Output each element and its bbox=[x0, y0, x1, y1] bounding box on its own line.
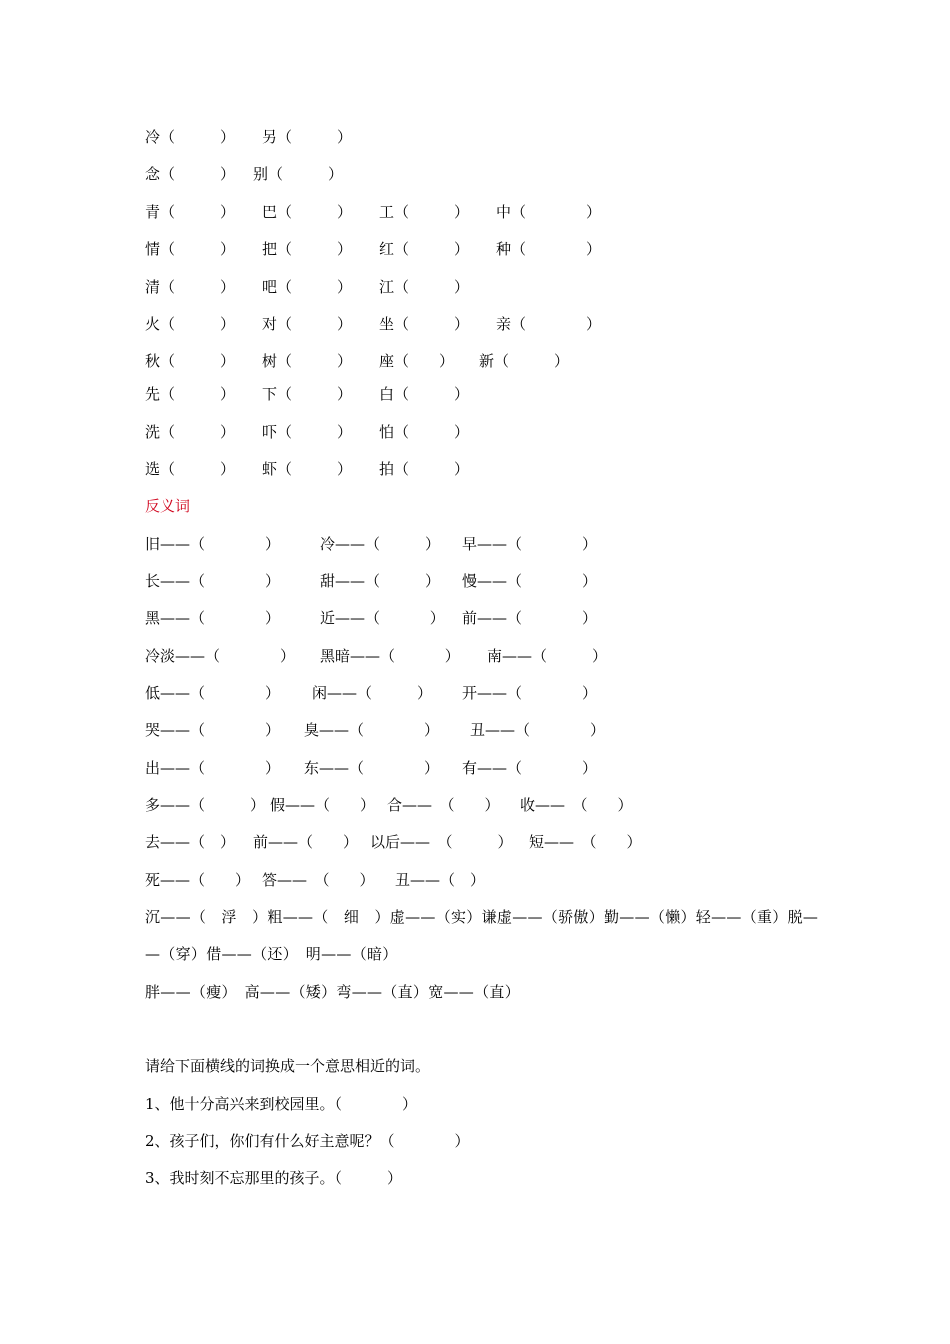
form-word-item: 冷（ ） bbox=[145, 128, 236, 146]
antonym-item: 去——（ ） bbox=[145, 833, 236, 851]
form-word-item: 吓（ ） bbox=[262, 423, 353, 441]
antonym-item: 以后—— （ ） bbox=[370, 833, 513, 851]
form-word-item: 另（ ） bbox=[262, 128, 353, 146]
form-word-item: 江（ ） bbox=[379, 278, 470, 296]
form-word-item: 工（ ） bbox=[379, 203, 470, 221]
form-word-item: 火（ ） bbox=[145, 315, 236, 333]
form-word-item: 洗（ ） bbox=[145, 423, 236, 441]
form-word-item: 坐（ ） bbox=[379, 315, 470, 333]
form-word-item: 新（ ） bbox=[479, 352, 570, 370]
antonym-item: 长——（ ） bbox=[145, 572, 281, 590]
antonym-item: 早——（ ） bbox=[462, 535, 598, 553]
form-word-item: 亲（ ） bbox=[496, 315, 602, 333]
form-word-item: 白（ ） bbox=[379, 385, 470, 403]
form-word-item: 怕（ ） bbox=[379, 423, 470, 441]
antonym-item: 近——（ ） bbox=[320, 609, 445, 627]
form-word-item: 对（ ） bbox=[262, 315, 353, 333]
antonym-item: 低——（ ） bbox=[145, 684, 281, 702]
antonym-item: 死——（ ） bbox=[145, 871, 251, 889]
antonym-item: 开——（ ） bbox=[462, 684, 598, 702]
antonym-item: 闲——（ ） bbox=[312, 684, 433, 702]
antonym-item: 前——（ ） bbox=[462, 609, 598, 627]
antonym-item: 慢——（ ） bbox=[462, 572, 598, 590]
form-word-item: 先（ ） bbox=[145, 385, 236, 403]
form-word-item: 树（ ） bbox=[262, 352, 353, 370]
form-word-item: 秋（ ） bbox=[145, 352, 236, 370]
synonym-item: 1、他十分高兴来到校园里。（ ） bbox=[145, 1095, 418, 1113]
antonym-item: 有——（ ） bbox=[462, 759, 598, 777]
antonym-item: 丑——（ ） bbox=[470, 721, 606, 739]
synonym-instruction: 请给下面横线的词换成一个意思相近的词。 bbox=[145, 1057, 431, 1075]
form-word-item: 清（ ） bbox=[145, 278, 236, 296]
antonym-item: 短—— （ ） bbox=[529, 833, 642, 851]
antonym-filled-line: —（穿）借——（还） 明——（暗） bbox=[145, 945, 398, 963]
antonym-item: 合—— （ ） bbox=[387, 796, 500, 814]
antonym-item: 假——（ ） bbox=[270, 796, 376, 814]
antonym-item: 南——（ ） bbox=[487, 647, 608, 665]
antonym-heading: 反义词 bbox=[145, 497, 191, 515]
antonym-item: 收—— （ ） bbox=[520, 796, 633, 814]
antonym-item: 多——（ ） bbox=[145, 796, 266, 814]
antonym-filled-line: 沉——（ 浮 ）粗——（ 细 ）虚——（实）谦虚——（骄傲）勤——（懒）轻——（重）脱— bbox=[145, 908, 819, 926]
synonym-item: 3、我时刻不忘那里的孩子。（ ） bbox=[145, 1169, 403, 1187]
antonym-item: 黑暗——（ ） bbox=[320, 647, 460, 665]
form-word-item: 拍（ ） bbox=[379, 460, 470, 478]
synonym-item: 2、孩子们，你们有什么好主意呢？（ ） bbox=[145, 1132, 470, 1150]
form-word-item: 别（ ） bbox=[253, 165, 344, 183]
form-word-item: 把（ ） bbox=[262, 240, 353, 258]
form-word-item: 情（ ） bbox=[145, 240, 236, 258]
antonym-item: 冷淡——（ ） bbox=[145, 647, 296, 665]
form-word-item: 红（ ） bbox=[379, 240, 470, 258]
form-word-item: 青（ ） bbox=[145, 203, 236, 221]
antonym-item: 黑——（ ） bbox=[145, 609, 281, 627]
antonym-item: 东——（ ） bbox=[304, 759, 440, 777]
form-word-item: 种（ ） bbox=[496, 240, 602, 258]
antonym-item: 前——（ ） bbox=[253, 833, 359, 851]
form-word-item: 虾（ ） bbox=[262, 460, 353, 478]
form-word-item: 念（ ） bbox=[145, 165, 236, 183]
antonym-item: 哭——（ ） bbox=[145, 721, 281, 739]
form-word-item: 巴（ ） bbox=[262, 203, 353, 221]
antonym-item: 答—— （ ） bbox=[262, 871, 375, 889]
form-word-item: 座（ ） bbox=[379, 352, 455, 370]
form-word-item: 下（ ） bbox=[262, 385, 353, 403]
antonym-filled-line: 胖——（瘦） 高——（矮）弯——（直）宽——（直） bbox=[145, 983, 521, 1001]
antonym-item: 冷——（ ） bbox=[320, 535, 441, 553]
antonym-item: 出——（ ） bbox=[145, 759, 281, 777]
antonym-item: 甜——（ ） bbox=[320, 572, 441, 590]
antonym-item: 丑——（ ） bbox=[395, 871, 486, 889]
form-word-item: 中（ ） bbox=[496, 203, 602, 221]
antonym-item: 旧——（ ） bbox=[145, 535, 281, 553]
form-word-item: 选（ ） bbox=[145, 460, 236, 478]
antonym-item: 臭——（ ） bbox=[304, 721, 440, 739]
form-word-item: 吧（ ） bbox=[262, 278, 353, 296]
